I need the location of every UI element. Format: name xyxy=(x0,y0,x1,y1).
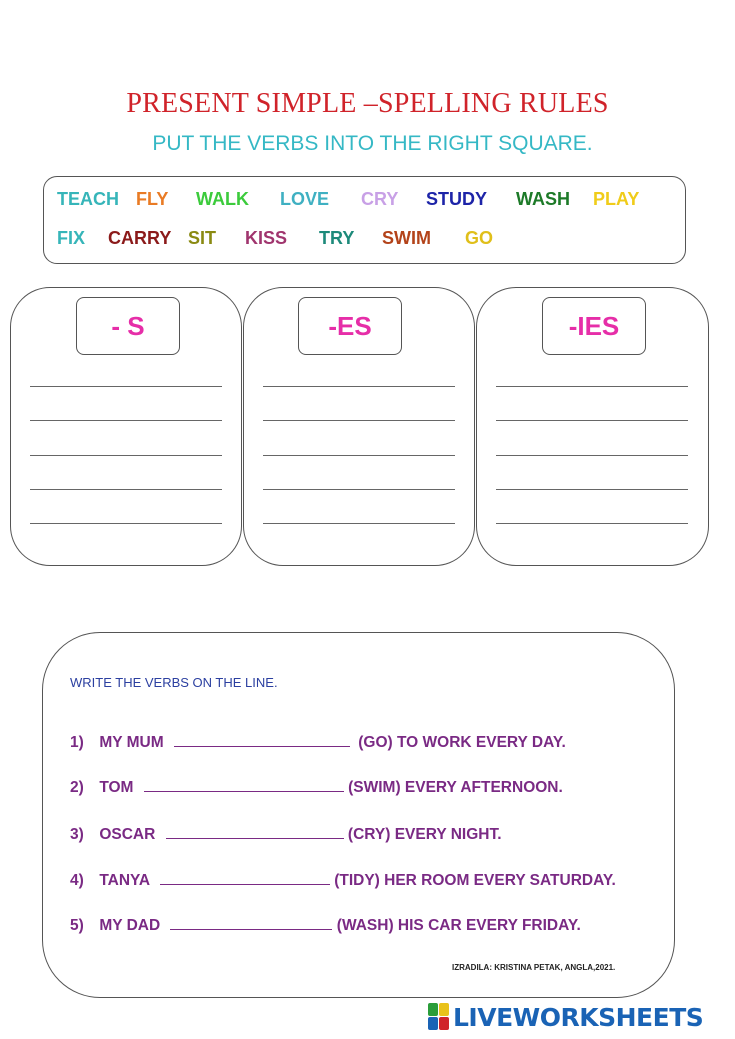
word-bank-item[interactable]: TEACH xyxy=(57,189,119,209)
sentence-start: MY DAD xyxy=(99,917,161,934)
word-bank-item[interactable]: FIX xyxy=(57,228,86,248)
answer-blank[interactable] xyxy=(144,779,344,792)
worksheet-title: PRESENT SIMPLE –SPELLING RULES xyxy=(126,88,609,119)
answer-line[interactable] xyxy=(30,523,222,524)
answer-line[interactable] xyxy=(263,386,455,387)
worksheet-subtitle: PUT THE VERBS INTO THE RIGHT SQUARE. xyxy=(152,132,593,155)
sentence-number: 3) xyxy=(70,826,84,843)
answer-blank[interactable] xyxy=(170,917,332,930)
exercise-sentence xyxy=(70,872,616,890)
word-bank-item[interactable]: CARRY xyxy=(108,228,172,248)
sentence-number: 1) xyxy=(70,734,84,751)
exercise-sentence xyxy=(70,917,581,935)
sentence-end: (CRY) EVERY NIGHT. xyxy=(347,826,502,843)
answer-line[interactable] xyxy=(30,420,222,421)
answer-line[interactable] xyxy=(263,420,455,421)
column-header-s: - S xyxy=(76,297,180,355)
answer-line[interactable] xyxy=(30,386,222,387)
column-header-es: -ES xyxy=(298,297,402,355)
answer-line[interactable] xyxy=(496,455,688,456)
answer-line[interactable] xyxy=(496,523,688,524)
sentence-start: TOM xyxy=(99,779,134,796)
answer-line[interactable] xyxy=(496,420,688,421)
exercise-sentence xyxy=(70,779,563,797)
sentence-start: MY MUM xyxy=(99,734,164,751)
answer-line[interactable] xyxy=(263,523,455,524)
answer-blank[interactable] xyxy=(166,826,344,839)
word-bank-item[interactable]: WALK xyxy=(196,189,249,209)
word-bank-item[interactable]: STUDY xyxy=(426,189,488,209)
liveworksheets-logo xyxy=(428,1000,703,1034)
word-bank-item[interactable]: WASH xyxy=(516,189,570,209)
liveworksheets-logo-text: LIVEWORKSHEETS xyxy=(453,1002,704,1032)
sentence-number: 2) xyxy=(70,779,84,796)
liveworksheets-logo-icon xyxy=(428,1003,450,1031)
sentence-start: OSCAR xyxy=(99,826,156,843)
sentence-end: (GO) TO WORK EVERY DAY. xyxy=(358,734,566,751)
exercise-sentence xyxy=(70,826,502,844)
answer-line[interactable] xyxy=(496,489,688,490)
answer-line[interactable] xyxy=(263,489,455,490)
exercise-instruction: WRITE THE VERBS ON THE LINE. xyxy=(70,675,278,690)
word-bank-item[interactable]: SIT xyxy=(188,228,217,248)
sentence-end: (WASH) HIS CAR EVERY FRIDAY. xyxy=(336,917,581,934)
answer-line[interactable] xyxy=(263,455,455,456)
column-header-ies: -IES xyxy=(542,297,646,355)
answer-line[interactable] xyxy=(30,455,222,456)
word-bank-item[interactable]: GO xyxy=(465,228,494,248)
sentence-number: 5) xyxy=(70,917,84,934)
word-bank-item[interactable]: KISS xyxy=(245,228,288,248)
answer-line[interactable] xyxy=(496,386,688,387)
sentence-start: TANYA xyxy=(99,872,150,889)
word-bank-item[interactable]: LOVE xyxy=(280,189,330,209)
author-credit: IZRADILA: KRISTINA PETAK, ANGLA,2021. xyxy=(452,963,616,972)
sentence-end: (TIDY) HER ROOM EVERY SATURDAY. xyxy=(334,872,616,889)
answer-blank[interactable] xyxy=(160,872,330,885)
exercise-sentence xyxy=(70,734,566,752)
word-bank-item[interactable]: PLAY xyxy=(593,189,640,209)
answer-line[interactable] xyxy=(30,489,222,490)
word-bank-item[interactable]: TRY xyxy=(319,228,355,248)
sentence-end: (SWIM) EVERY AFTERNOON. xyxy=(348,779,563,796)
sentence-number: 4) xyxy=(70,872,84,889)
word-bank-item[interactable]: CRY xyxy=(361,189,399,209)
word-bank-item[interactable]: SWIM xyxy=(382,228,431,248)
answer-blank[interactable] xyxy=(174,734,350,747)
word-bank-item[interactable]: FLY xyxy=(136,189,169,209)
